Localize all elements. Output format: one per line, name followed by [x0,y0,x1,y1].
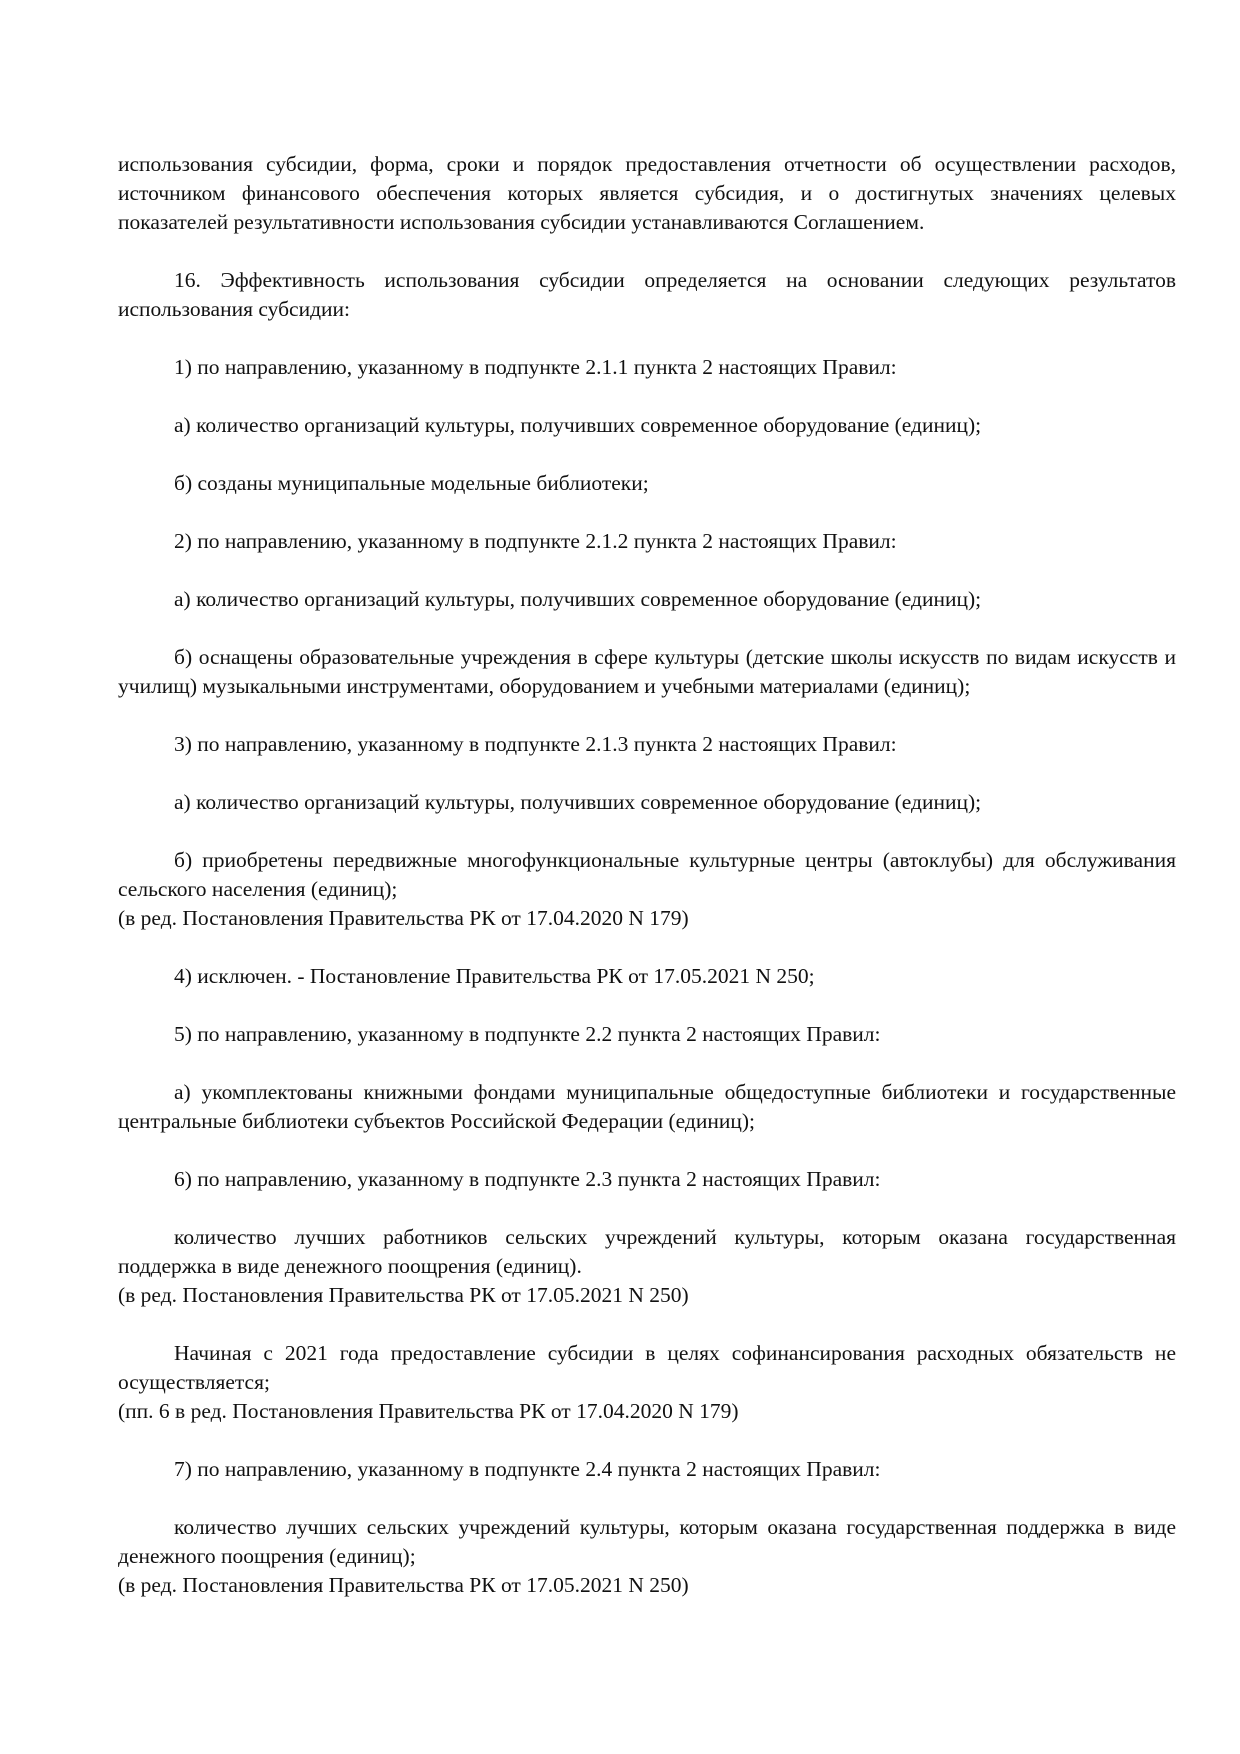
paragraph-2 [118,266,1176,324]
paragraph-12 [118,962,1176,991]
paragraph-16-text: количество лучших работников сельских учреждений культуры, которым оказана государственная поддержка в виде денежного поощрения (единиц). [118,1225,1176,1278]
paragraph-15 [118,1165,1176,1194]
paragraph-19-text: количество лучших сельских учреждений культуры, которым оказана государственная поддержка в виде денежного поощрения (единиц); [118,1515,1176,1568]
amendment-note-2: (в ред. Постановления Правительства РК от 17.05.2021 N 250) [118,1283,689,1307]
paragraph-7 [118,585,1176,614]
paragraph-11-text: б) приобретены передвижные многофункциональные культурные центры (автоклубы) для обслуживания сельского населения (единиц); [118,848,1176,901]
paragraph-16 [118,1223,1176,1310]
paragraph-8-text: б) оснащены образовательные учреждения в сфере культуры (детские школы искусств по видам искусств и училищ) музыкальными инструментами, оборудованием и учебными материалами (единиц); [118,645,1176,698]
paragraph-12-text: 4) исключен. - Постановление Правительства РК от 17.05.2021 N 250; [174,964,815,988]
paragraph-6 [118,527,1176,556]
paragraph-18 [118,1455,1176,1484]
paragraph-14-text: а) укомплектованы книжными фондами муниципальные общедоступные библиотеки и государственные центральные библиотеки субъектов Российской Федерации (единиц); [118,1080,1176,1133]
paragraph-13-text: 5) по направлению, указанному в подпункте 2.2 пункта 2 настоящих Правил: [174,1022,881,1046]
paragraph-3-text: 1) по направлению, указанному в подпункте 2.1.1 пункта 2 настоящих Правил: [174,355,897,379]
amendment-note-3: (пп. 6 в ред. Постановления Правительства РК от 17.04.2020 N 179) [118,1399,739,1423]
paragraph-9-text: 3) по направлению, указанному в подпункте 2.1.3 пункта 2 настоящих Правил: [174,732,897,756]
paragraph-15-text: 6) по направлению, указанному в подпункте 2.3 пункта 2 настоящих Правил: [174,1167,881,1191]
paragraph-5-text: б) созданы муниципальные модельные библиотеки; [174,471,649,495]
paragraph-18-text: 7) по направлению, указанному в подпункте 2.4 пункта 2 настоящих Правил: [174,1457,881,1481]
paragraph-3 [118,353,1176,382]
paragraph-8 [118,643,1176,701]
amendment-note-1: (в ред. Постановления Правительства РК от 17.04.2020 N 179) [118,906,689,930]
document-page [118,150,1176,1629]
paragraph-10-text: а) количество организаций культуры, получивших современное оборудование (единиц); [174,790,982,814]
amendment-note-4: (в ред. Постановления Правительства РК от 17.05.2021 N 250) [118,1573,689,1597]
paragraph-17-text: Начиная с 2021 года предоставление субсидии в целях софинансирования расходных обязательств не осуществляется; [118,1341,1176,1394]
paragraph-5 [118,469,1176,498]
paragraph-10 [118,788,1176,817]
paragraph-2-text: 16. Эффективность использования субсидии определяется на основании следующих результатов использования субсидии: [118,268,1176,321]
paragraph-17 [118,1339,1176,1426]
paragraph-14 [118,1078,1176,1136]
paragraph-1-text: использования субсидии, форма, сроки и порядок предоставления отчетности об осуществлении расходов, источником финансового обеспечения которых является субсидия, и о достигнутых значениях целевых показателей результативности использования субсидии устанавливаются Соглашением. [118,152,1176,234]
paragraph-6-text: 2) по направлению, указанному в подпункте 2.1.2 пункта 2 настоящих Правил: [174,529,897,553]
paragraph-7-text: а) количество организаций культуры, получивших современное оборудование (единиц); [174,587,982,611]
paragraph-9 [118,730,1176,759]
paragraph-4-text: а) количество организаций культуры, получивших современное оборудование (единиц); [174,413,982,437]
paragraph-1 [118,150,1176,237]
paragraph-19 [118,1513,1176,1600]
paragraph-11 [118,846,1176,933]
paragraph-4 [118,411,1176,440]
paragraph-13 [118,1020,1176,1049]
